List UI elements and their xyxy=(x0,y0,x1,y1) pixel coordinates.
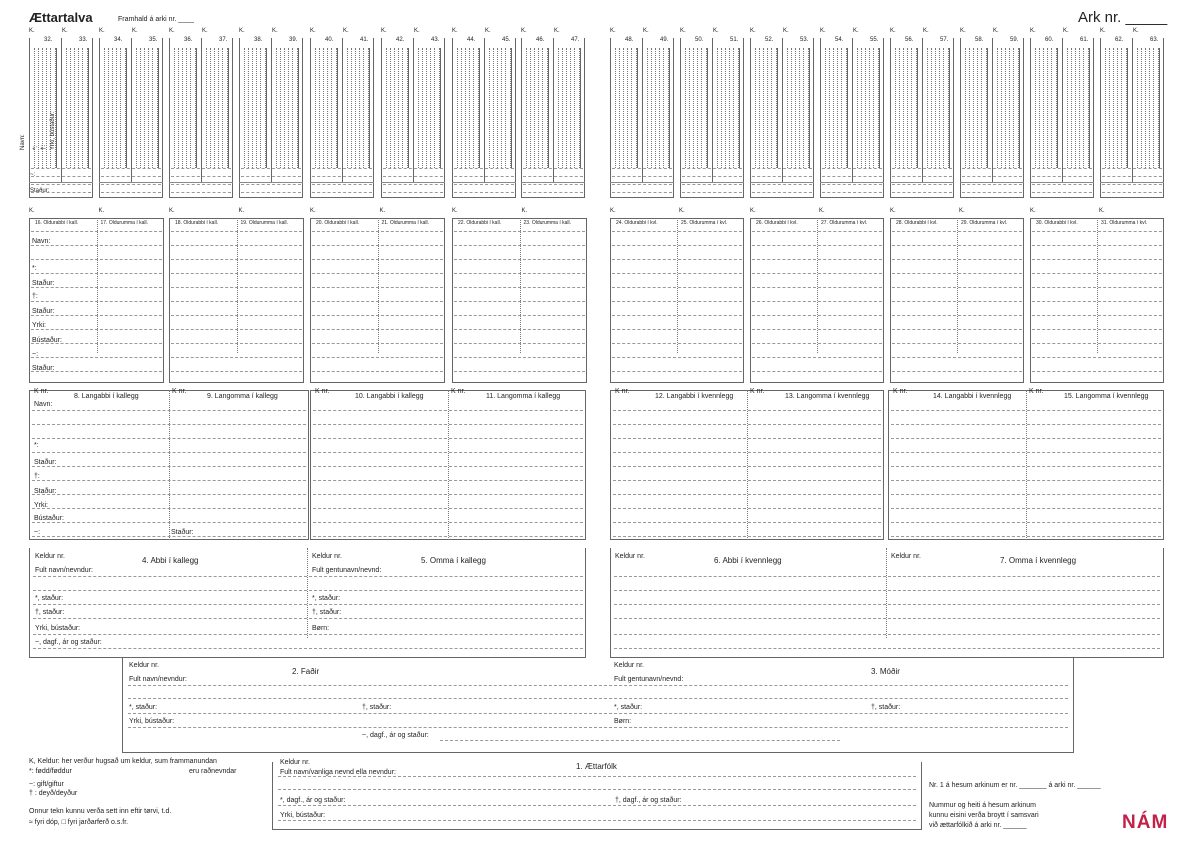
column-number: 40. xyxy=(325,37,334,43)
k-nr-label: K nr. xyxy=(615,388,630,395)
k-label: K. xyxy=(239,28,245,34)
column-number: 41. xyxy=(360,37,369,43)
column-number: 37. xyxy=(219,37,228,43)
father-occupation-label: Yrki, bústaður: xyxy=(129,718,175,725)
column-number: 32. xyxy=(44,37,53,43)
column-number: 50. xyxy=(695,37,704,43)
field-label: Staður: xyxy=(32,308,55,315)
k-label: K. xyxy=(713,28,719,34)
ancestor-title: 15. Langomma í kvennlegg xyxy=(1064,393,1149,400)
k-label: K. xyxy=(960,28,966,34)
k-nr-label: K nr. xyxy=(893,388,908,395)
column-number: 52. xyxy=(765,37,774,43)
k-label: K. xyxy=(820,28,826,34)
k-label: K. xyxy=(343,28,349,34)
legend-line-6: ≈ fyri dóp, □ fyri jarðarferð o.s.fr. xyxy=(29,819,129,826)
ancestor-title: 11. Langomma í kallegg xyxy=(486,393,561,400)
column-number: 61. xyxy=(1080,37,1089,43)
legend-line-3: ~: gift/giftur xyxy=(29,781,64,788)
k-label: K. xyxy=(679,208,685,214)
k-label: K. xyxy=(1099,208,1105,214)
vertical-label: *: xyxy=(33,145,39,150)
parents-married-label: ~, dagf., ár og staður: xyxy=(362,732,429,739)
k-label: K. xyxy=(381,28,387,34)
k-label: K. xyxy=(414,28,420,34)
ancestor-title: 30. Oldurabbi í kvl. xyxy=(1036,220,1078,226)
ancestor-title: 16. Oldurabbi í kall. xyxy=(35,220,79,226)
legend-line-1: K, Keldur: her verður hugsað um keldur, sum frammanundan xyxy=(29,758,217,765)
column-number: 63. xyxy=(1150,37,1159,43)
column-number: 51. xyxy=(730,37,739,43)
field-label: Staður: xyxy=(34,459,57,466)
k-label: K. xyxy=(379,208,386,214)
field-label: ~: xyxy=(32,351,39,358)
ancestor-title: 27. Oldurumma í kvl. xyxy=(821,220,868,226)
legend-line-5: Onnur tekn kunnu verða sett inn eftir tørvi, t.d. xyxy=(29,808,172,815)
keldur-label: Keldur nr. xyxy=(129,662,159,669)
ancestor-title: 22. Oldurabbi í kall. xyxy=(458,220,502,226)
field-label: Navn: xyxy=(32,238,51,245)
grandparents-maternal-box xyxy=(610,548,1164,658)
mother-name-label: Fult gentunavn/nevnd: xyxy=(614,676,684,683)
k-label: K. xyxy=(610,28,616,34)
k-label: K. xyxy=(169,208,175,214)
k-label: K. xyxy=(959,208,965,214)
column-number: 53. xyxy=(800,37,809,43)
field-label: Yrki: xyxy=(32,322,46,329)
ancestor-title: 25. Oldurumma í kvl. xyxy=(681,220,728,226)
column-number: 48. xyxy=(625,37,634,43)
k-label: K. xyxy=(993,28,999,34)
vertical-label: Yrki, bústaður: xyxy=(50,111,56,150)
continued-sheet-label: Framhald á arki nr. ____ xyxy=(118,16,194,23)
married-label: ~: xyxy=(30,172,36,178)
k-label: K. xyxy=(29,28,35,34)
k-label: K. xyxy=(890,208,896,214)
k-label: K. xyxy=(202,28,208,34)
father-name-label: Fult navn/nevndur: xyxy=(129,676,187,683)
full-name-label: Fult navn/nevndur: xyxy=(35,567,93,574)
k-label: K. xyxy=(62,28,68,34)
keldur-label: Keldur nr. xyxy=(280,759,310,766)
column-number: 38. xyxy=(254,37,263,43)
ancestor-name-label: Fult navn/vanliga nevnd ella nevndur: xyxy=(280,769,396,776)
column-number: 55. xyxy=(870,37,879,43)
vertical-label: †: xyxy=(41,144,47,150)
ancestor-title: 29. Oldurumma í kvl. xyxy=(961,220,1008,226)
k-nr-label: K nr. xyxy=(1029,388,1044,395)
ancestor-died-label: †, dagf., ár og staður: xyxy=(615,797,682,804)
k-label: K. xyxy=(485,28,491,34)
k-label: K. xyxy=(169,28,175,34)
ancestor-title: 13. Langomma í kvennlegg xyxy=(785,393,870,400)
note-line-1: Nr. 1 á hesum arkinum er nr. _______ á arki nr. ______ xyxy=(929,782,1101,789)
k-label: K. xyxy=(452,28,458,34)
k-label: K. xyxy=(132,28,138,34)
k-label: K. xyxy=(521,208,528,214)
k-label: K. xyxy=(1030,28,1036,34)
field-label: ~: xyxy=(34,529,41,536)
field-label: Staður: xyxy=(32,280,55,287)
ancestor-title: 12. Langabbi í kvennlegg xyxy=(655,393,734,400)
column-number: 43. xyxy=(431,37,440,43)
field-label: *: xyxy=(34,442,39,449)
k-label: K. xyxy=(1133,28,1139,34)
vertical-label: Navn: xyxy=(20,134,26,150)
k-label: K. xyxy=(819,208,825,214)
note-line-3: kunnu eisini verða broytt í samsvari xyxy=(929,812,1039,819)
keldur-label: Keldur nr. xyxy=(614,662,644,669)
ancestor-title: 17. Oldurumma í kall. xyxy=(100,220,149,226)
keldur-label: Keldur nr. xyxy=(615,553,645,560)
field-label: Yrki: xyxy=(34,502,48,509)
ancestor-title: 20. Oldurabbi í kall. xyxy=(316,220,360,226)
mother-born-label: *, staður: xyxy=(614,704,643,711)
ancestor-born-label: *, dagf., ár og staður: xyxy=(280,797,346,804)
ancestor-title: 8. Langabbi í kallegg xyxy=(74,393,139,400)
column-number: 57. xyxy=(940,37,949,43)
column-number: 47. xyxy=(571,37,580,43)
column-number: 62. xyxy=(1115,37,1124,43)
k-label: K. xyxy=(853,28,859,34)
mother-died-label: †, staður: xyxy=(871,704,901,711)
column-number: 44. xyxy=(467,37,476,43)
k-nr-label: K nr. xyxy=(34,388,49,395)
occupation-label: Yrki, bústaður: xyxy=(35,625,81,632)
column-number: 46. xyxy=(536,37,545,43)
ancestor-title: 18. Oldurabbi í kall. xyxy=(175,220,219,226)
sheet-number-label: Ark nr. _____ xyxy=(1078,9,1168,26)
father-died-label: †, staður: xyxy=(362,704,392,711)
ancestor-title: 26. Oldurabbi í kvl. xyxy=(756,220,798,226)
ancestor-title: 28. Oldurabbi í kvl. xyxy=(896,220,938,226)
grandmother-maternal-title: 7. Omma í kvennlegg xyxy=(1000,556,1077,565)
column-number: 54. xyxy=(835,37,844,43)
ancestor-title: 24. Oldurabbi í kvl. xyxy=(616,220,658,226)
ancestor-title: 31. Oldurumma í kvl. xyxy=(1101,220,1148,226)
k-nr-label: K nr. xyxy=(172,388,187,395)
k-label: K. xyxy=(521,28,527,34)
column-number: 34. xyxy=(114,37,123,43)
died-place-label: †, staður: xyxy=(35,609,65,616)
children-label: Børn: xyxy=(312,625,330,632)
ancestor-title: 10. Langabbi í kallegg xyxy=(355,393,424,400)
field-label: Bústaður: xyxy=(32,337,62,344)
k-label: K. xyxy=(310,28,316,34)
k-nr-label: K nr. xyxy=(750,388,765,395)
field-label: Bústaður: xyxy=(34,515,64,522)
legend-line-4: † : deyð/deyður xyxy=(29,790,78,797)
field-label: †: xyxy=(32,293,38,300)
k-label: K. xyxy=(1030,208,1036,214)
ancestor-title: 14. Langabbi í kvennlegg xyxy=(933,393,1012,400)
parents-box xyxy=(122,658,1074,753)
born-place-label: *, staður: xyxy=(35,595,64,602)
mother-title: 3. Móðir xyxy=(871,667,900,676)
legend-line-2: *: fødd/føddur xyxy=(29,768,72,775)
father-born-label: *, staður: xyxy=(129,704,158,711)
k-label: K. xyxy=(29,208,35,214)
k-nr-label: K nr. xyxy=(315,388,330,395)
note-line-2: Nummur og heiti á hesum arkinum xyxy=(929,802,1036,809)
field-label: Staður: xyxy=(171,529,194,536)
column-number: 42. xyxy=(396,37,405,43)
column-number: 59. xyxy=(1010,37,1019,43)
married-label: ~, dagf., ár og staður: xyxy=(35,639,102,646)
field-label: Navn: xyxy=(34,401,53,408)
k-label: K. xyxy=(310,208,316,214)
full-maiden-name-label: Fult gentunavn/nevnd: xyxy=(312,567,382,574)
ancestor-title: 19. Oldurumma í kall. xyxy=(240,220,289,226)
grandfather-paternal-title: 4. Abbi í kallegg xyxy=(142,556,199,565)
k-label: K. xyxy=(272,28,278,34)
k-label: K. xyxy=(554,28,560,34)
k-label: K. xyxy=(1100,28,1106,34)
k-label: K. xyxy=(890,28,896,34)
k-nr-label: K nr. xyxy=(451,388,466,395)
keldur-label: Keldur nr. xyxy=(312,553,342,560)
column-number: 56. xyxy=(905,37,914,43)
ancestor-title: 21. Oldurumma í kall. xyxy=(381,220,430,226)
column-number: 49. xyxy=(660,37,669,43)
k-label: K. xyxy=(98,208,105,214)
column-number: 60. xyxy=(1045,37,1054,43)
k-label: K. xyxy=(99,28,105,34)
parents-children-label: Børn: xyxy=(614,718,632,725)
field-label: *: xyxy=(32,265,37,272)
born-place-label: *, staður: xyxy=(312,595,341,602)
keldur-label: Keldur nr. xyxy=(891,553,921,560)
grandmother-paternal-title: 5. Omma í kallegg xyxy=(421,556,486,565)
legend-line-2b: eru raðnevndar xyxy=(189,768,237,775)
k-label: K. xyxy=(783,28,789,34)
grandfather-maternal-title: 6. Abbi í kvennlegg xyxy=(714,556,782,565)
k-label: K. xyxy=(643,28,649,34)
k-label: K. xyxy=(680,28,686,34)
column-number: 36. xyxy=(184,37,193,43)
died-place-label: †, staður: xyxy=(312,609,342,616)
place-label: Staður: xyxy=(30,188,50,194)
field-label: Staður: xyxy=(34,488,57,495)
column-number: 35. xyxy=(149,37,158,43)
keldur-label: Keldur nr. xyxy=(35,553,65,560)
k-label: K. xyxy=(610,208,616,214)
column-number: 58. xyxy=(975,37,984,43)
k-label: K. xyxy=(750,208,756,214)
field-label: Staður: xyxy=(32,365,55,372)
ancestor-title: 9. Langomma í kallegg xyxy=(207,393,278,400)
k-label: K. xyxy=(923,28,929,34)
ancestor-title: 23. Oldurumma í kall. xyxy=(523,220,572,226)
nam-logo: NÁM xyxy=(1122,812,1169,833)
ancestor-occupation-label: Yrki, bústaður: xyxy=(280,812,326,819)
column-number: 39. xyxy=(289,37,298,43)
ancestor-title: 1. Ættarfólk xyxy=(576,762,617,771)
column-number: 45. xyxy=(502,37,511,43)
k-label: K. xyxy=(452,208,458,214)
column-number: 33. xyxy=(79,37,88,43)
field-label: †: xyxy=(34,473,40,480)
father-title: 2. Faðir xyxy=(292,667,320,676)
note-line-4: við ættarfólkið á arki nr. ______ xyxy=(929,822,1027,829)
k-label: K. xyxy=(750,28,756,34)
k-label: K. xyxy=(238,208,245,214)
k-label: K. xyxy=(1063,28,1069,34)
page-title: Ættartalva xyxy=(29,10,93,25)
